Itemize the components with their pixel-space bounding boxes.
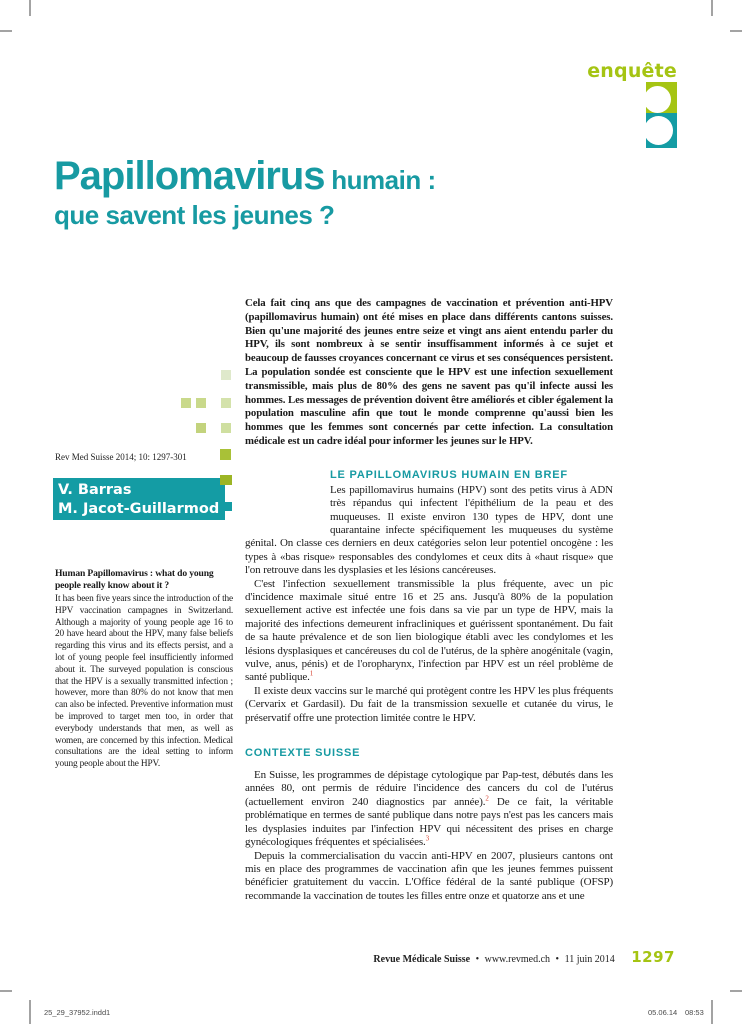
authors-box-notch (225, 502, 232, 511)
crop-mark (29, 0, 31, 16)
article-title-line2: que savent les jeunes ? (54, 200, 335, 230)
logo-teal-square-icon (646, 113, 677, 148)
paragraph-text: En Suisse, les programmes de dépistage cytologique par Pap-test, débutés dans les années 80, ont permis de réduire l'incidence des cancers du col de l'utérus (actuellement environ 240 diagnostics par année). (245, 769, 613, 808)
logo-green-square-icon (646, 82, 677, 113)
slug-date: 05.06.14 (648, 1008, 678, 1017)
article-title (54, 156, 436, 228)
reference-marker: 2 (485, 794, 489, 803)
crop-mark (730, 30, 742, 32)
abstract-body: It has been five years since the introduction of the HPV vaccination campagnes in Switzerland. Although a majority of young people age 16 to 20 have heard about the HPV, many false beliefs regarding this virus and its effects persist, and a lot of young people feel insufficiently informed about it. The surveyed population is conscious that the HPV is a sexually transmitted infection ; however, more than 80% do not know that men can also be infected. Preventive information must be improved to target men too, in order that everybody understands that men, as well as women, are concerned by this infection. Medical consultations are the ideal setting to inform young people about the HPV. (55, 594, 233, 770)
journal-section-icon (646, 82, 677, 148)
paragraph-text: Les papillomavirus humains (HPV) sont des petits virus à ADN très répandus qui infectent l'épithélium de la peau et des muqueuses. Il existe environ 130 types de HPV, dont une quarantaine infecte spécifiquement les muqueuses du système génital. On classe ces derniers en deux catégories selon leur potentiel oncogène : les types à «bas risque» responsables des condylomes et ceux dits à «haut risque» que l'on retrouve dans les dysplasies et les lésions cancéreuses. (245, 483, 613, 577)
journal-citation: Rev Med Suisse 2014; 10: 1297-301 (55, 452, 187, 462)
crop-mark (711, 0, 713, 16)
section-heading-hpv-en-bref: LE PAPILLOMAVIRUS HUMAIN EN BREF (330, 468, 568, 481)
slug-time: 08:53 (685, 1008, 704, 1017)
decor-square (220, 475, 232, 485)
footer-date: 11 juin 2014 (564, 954, 615, 965)
body-paragraph: Il existe deux vaccins sur le marché qui protègent contre les HPV les plus fréquents (Cervarix et Gardasil). Du fait de la transmission sexuelle et cutanée du virus, le préservatif offre une protection limitée contre le HPV. (245, 684, 613, 724)
reference-marker: 1 (309, 669, 314, 678)
footer-url: www.revmed.ch (484, 954, 551, 965)
section-kicker: enquête (587, 60, 677, 82)
footer-journal-name: Revue Médicale Suisse (373, 954, 471, 965)
paragraph-text: De ce fait, la véritable problématique en termes de santé publique dans notre pays n'est pas les cancers mais les dysplasies induites par l'infection HPV qui nécessitent des prises en charge gynécologiques fréquentes et spécialisées. (245, 795, 613, 849)
footer-bullet: • (555, 954, 560, 965)
decor-square (196, 398, 206, 408)
body-paragraph (245, 578, 613, 685)
paragraph-text: C'est l'infection sexuellement transmissible la plus fréquente, avec un pic d'incidence maximale situé entre 16 et 25 ans. Jusqu'à 80% de la population sexuellement active est infectée une fois dans sa vie par un type de HPV, mais la majorité des infections demeurent infracliniques et guérissent spontanément. Du fait de sa haute prévalence et de son lien biologique établi avec les condylomes et les lésions dysplasiques et cancéreuses du col de l'utérus, de la sphère anogénitale (vagin, vulve, anus, pénis) et de l'oropharynx, l'infection par HPV est un réel problème de santé publique. (245, 577, 613, 684)
authors-box (53, 478, 225, 520)
section-heading-contexte-suisse: CONTEXTE SUISSE (245, 747, 361, 760)
author-name: V. Barras (58, 482, 132, 498)
crop-mark (711, 1000, 713, 1024)
decor-square (181, 398, 191, 408)
decor-square (196, 423, 206, 433)
author-name: M. Jacot-Guillarmod (58, 501, 220, 517)
body-paragraph (245, 769, 613, 849)
body-paragraph: Depuis la commercialisation du vaccin anti-HPV en 2007, plusieurs cantons ont mis en place des programmes de vaccination afin que les jeunes femmes puissent bénéficier gratuitement du vaccin. L'Office fédéral de la santé publique (OFSP) recommande la vaccination de toutes les filles entre onze et quatorze ans et une (245, 849, 613, 902)
slug-filename: 25_29_37952.indd (44, 1008, 107, 1017)
main-column (245, 297, 613, 903)
footer-bullet: • (475, 954, 480, 965)
crop-mark (0, 30, 12, 32)
decor-square (220, 449, 231, 460)
slug-page: 1 (106, 1008, 111, 1017)
page-footer (0, 948, 675, 966)
reference-marker: 3 (425, 834, 430, 843)
wrap-spacer (245, 484, 330, 525)
decor-square (221, 423, 231, 433)
article-title-suffix: humain : (324, 165, 436, 195)
crop-mark (29, 1000, 31, 1024)
page-number: 1297 (631, 948, 675, 966)
crop-mark (730, 990, 742, 992)
article-title-main: Papillomavirus (54, 154, 325, 198)
abstract-en (55, 568, 233, 771)
intro-paragraph: Cela fait cinq ans que des campagnes de vaccination et prévention anti-HPV (papillomavirus humain) ont été mises en place dans différents cantons suisses. Bien qu'une majorité des jeunes entre seize et vingt ans aient entendu parler du HPV, ils sont nombreux à se sentir insuffisamment informés à ce sujet et beaucoup de fausses croyances concernant ce virus et ses conséquences persistent. La population sondée est consciente que le HPV est une infection sexuellement transmissible, mais plus de 80% des gens ne savent pas qu'il infecte aussi les hommes. Les messages de prévention doivent être améliorés et cibler également la population masculine afin que tout le monde comprenne qu'aussi bien les hommes que les femmes sont concernés par cette infection. La consultation médicale est un cadre idéal pour informer les jeunes sur le HPV. (245, 297, 613, 447)
decor-square (221, 370, 231, 380)
crop-mark (0, 990, 12, 992)
decor-square (221, 398, 231, 408)
body-paragraph (245, 484, 613, 578)
abstract-title: Human Papillomavirus : what do young people really know about it ? (55, 568, 214, 591)
